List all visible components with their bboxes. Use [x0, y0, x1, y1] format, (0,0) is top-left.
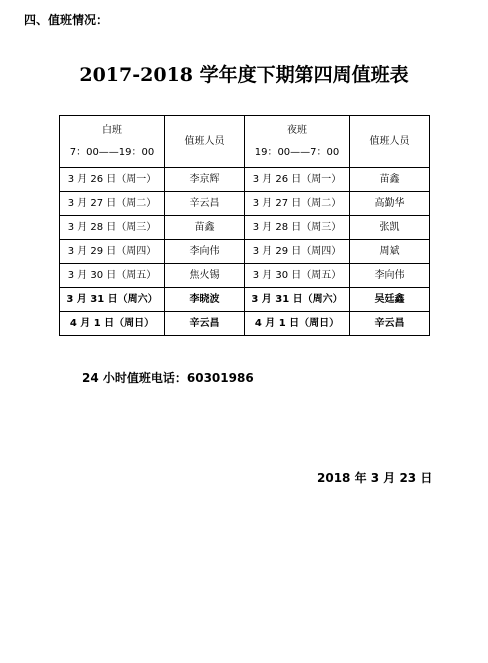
- duty-hotline: 24 小时值班电话：60301986: [82, 371, 254, 385]
- day-date-cell: 3 月 27 日（周二）: [60, 192, 165, 216]
- night-date-cell: 3 月 27 日（周二）: [245, 192, 350, 216]
- night-staff-cell: 张凯: [350, 216, 430, 240]
- night-staff-cell: 高勤华: [350, 192, 430, 216]
- night-staff-cell: 辛云昌: [350, 312, 430, 336]
- signature-date: 2018 年 3 月 23 日: [317, 471, 433, 485]
- day-staff-cell: 辛云昌: [165, 312, 245, 336]
- day-staff-cell: 苗鑫: [165, 216, 245, 240]
- day-date-cell: 3 月 28 日（周三）: [60, 216, 165, 240]
- day-staff-cell: 焦火锡: [165, 264, 245, 288]
- table-row: [60, 240, 430, 264]
- night-shift-label: 夜班: [287, 124, 307, 136]
- day-date-cell: 3 月 29 日（周四）: [60, 240, 165, 264]
- night-date-cell: 3 月 28 日（周三）: [245, 216, 350, 240]
- header-day-staff: 值班人员: [165, 116, 245, 168]
- header-night-shift: [245, 116, 350, 168]
- section-heading: 四、值班情况：: [24, 13, 109, 27]
- night-date-cell: 3 月 31 日（周六）: [245, 288, 350, 312]
- night-staff-cell: 周斌: [350, 240, 430, 264]
- night-staff-cell: 苗鑫: [350, 168, 430, 192]
- header-day-shift: [60, 116, 165, 168]
- night-date-cell: 3 月 26 日（周一）: [245, 168, 350, 192]
- day-date-cell: 3 月 26 日（周一）: [60, 168, 165, 192]
- day-date-cell: 3 月 31 日（周六）: [60, 288, 165, 312]
- table-header-row: [60, 116, 430, 168]
- table-row: [60, 264, 430, 288]
- table-row: [60, 168, 430, 192]
- day-shift-label: 白班: [102, 124, 122, 136]
- day-shift-time: 7：00——19：00: [69, 146, 155, 158]
- night-date-cell: 3 月 29 日（周四）: [245, 240, 350, 264]
- day-staff-cell: 辛云昌: [165, 192, 245, 216]
- night-shift-time: 19：00——7：00: [254, 146, 340, 158]
- night-date-cell: 3 月 30 日（周五）: [245, 264, 350, 288]
- day-staff-cell: 李向伟: [165, 240, 245, 264]
- table-row: [60, 216, 430, 240]
- header-night-staff: 值班人员: [350, 116, 430, 168]
- table-row: [60, 288, 430, 312]
- night-staff-cell: 李向伟: [350, 264, 430, 288]
- night-date-cell: 4 月 1 日（周日）: [245, 312, 350, 336]
- day-staff-cell: 李京辉: [165, 168, 245, 192]
- page-title: 2017-2018 学年度下期第四周值班表: [79, 64, 409, 86]
- day-date-cell: 4 月 1 日（周日）: [60, 312, 165, 336]
- day-staff-cell: 李晓波: [165, 288, 245, 312]
- table-row: [60, 192, 430, 216]
- table-row: [60, 312, 430, 336]
- duty-schedule-table: [59, 115, 430, 336]
- day-date-cell: 3 月 30 日（周五）: [60, 264, 165, 288]
- night-staff-cell: 吴廷鑫: [350, 288, 430, 312]
